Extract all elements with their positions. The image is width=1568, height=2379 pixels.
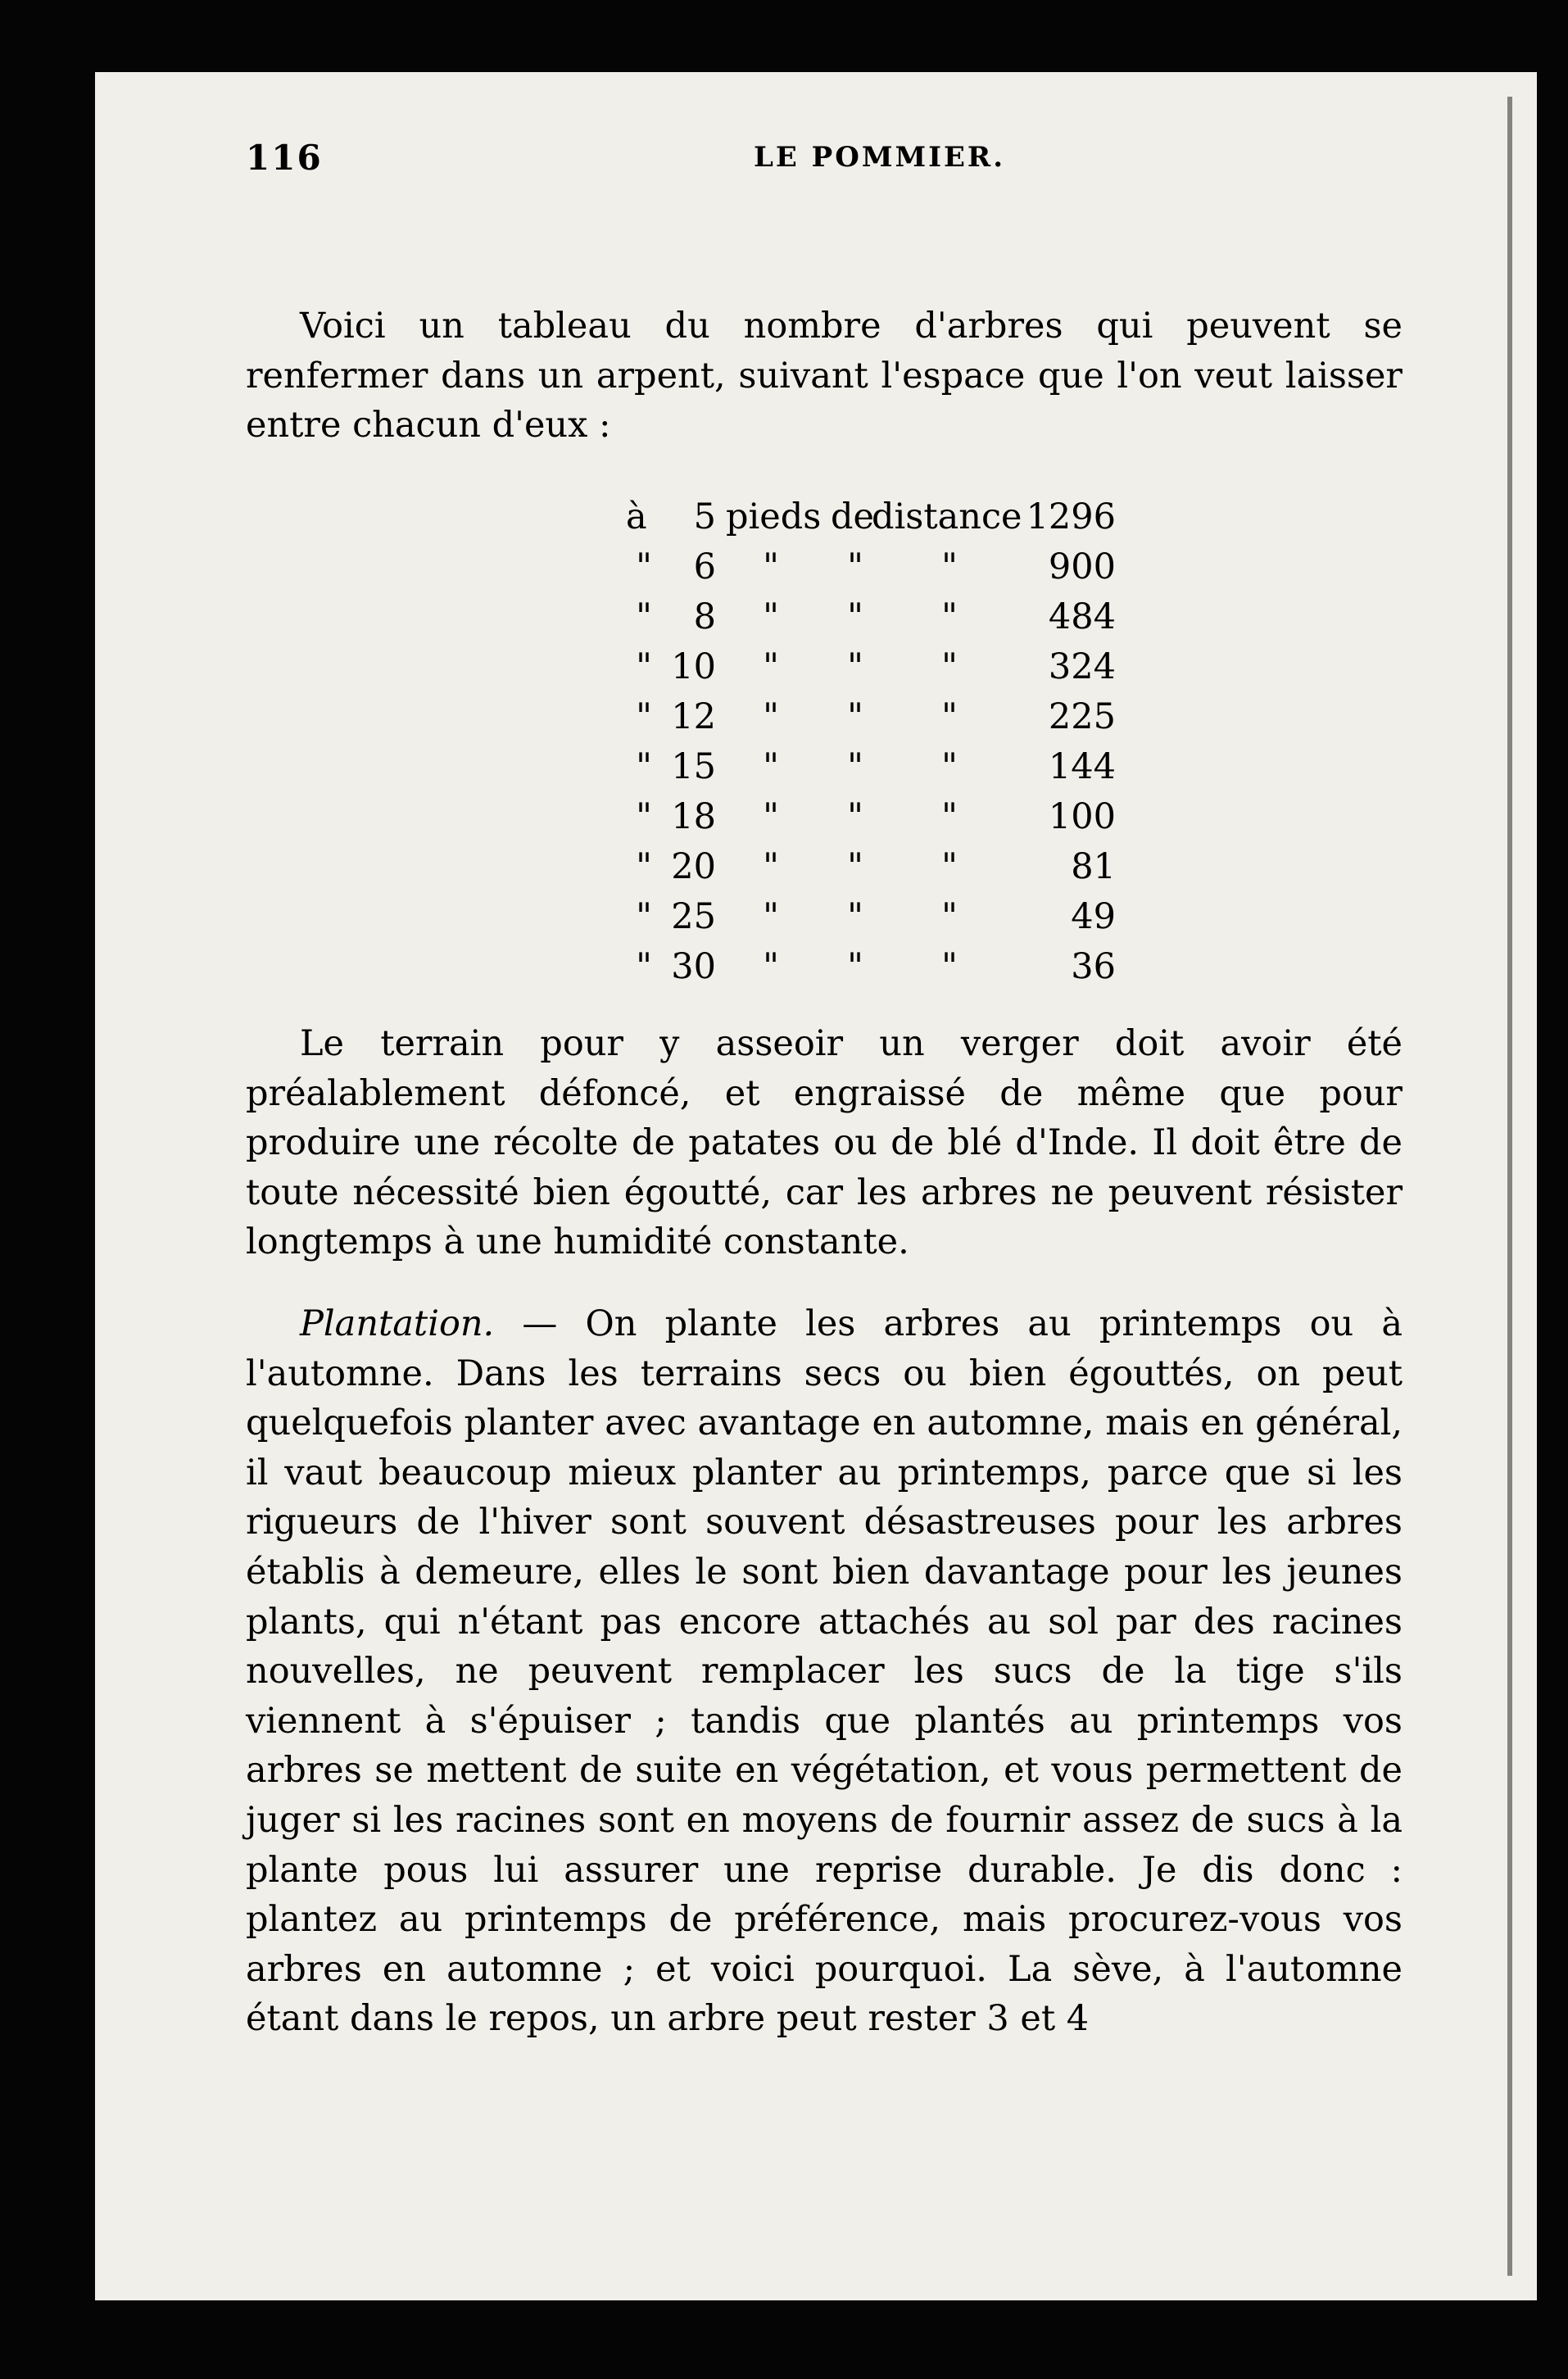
- row-mark: ": [636, 746, 652, 787]
- row-mark: ": [636, 696, 652, 737]
- table-row: [626, 796, 1134, 846]
- row-tree-count: 225: [1048, 696, 1116, 737]
- table-row: [626, 746, 1134, 796]
- row-unit: ": [763, 696, 779, 737]
- table-row: [626, 496, 1134, 546]
- row-distance: 20: [671, 846, 716, 887]
- row-distance: 15: [671, 746, 716, 787]
- row-de: ": [847, 696, 863, 737]
- row-distance: 12: [671, 696, 716, 737]
- row-distance: 10: [671, 646, 716, 687]
- row-distance: 30: [671, 946, 716, 987]
- row-unit: pieds: [726, 496, 822, 537]
- row-unit: ": [763, 646, 779, 687]
- row-distance: 8: [693, 596, 716, 637]
- row-mark: ": [636, 546, 652, 587]
- table-row: [626, 896, 1134, 946]
- page-number: 116: [246, 138, 323, 178]
- row-label: ": [941, 896, 958, 937]
- row-label: ": [941, 596, 958, 637]
- row-de: ": [847, 596, 863, 637]
- row-mark: ": [636, 596, 652, 637]
- row-tree-count: 484: [1048, 596, 1116, 637]
- plantation-text: — On plante les arbres au printemps ou à l'automne. Dans les terrains secs ou bien égouttés, on peut quelquefois planter avec avantage en automne, mais en général, il vaut beaucoup mieux planter au printemps, parce que si les rigueurs de l'hiver sont souvent désastreuses pour les arbres établis à demeure, elles le sont bien davantage pour les jeunes plants, qui n'étant pas encore attachés au sol par des racines nouvelles, ne peuvent remplacer les sucs de la tige s'ils viennent à s'épuiser ; tandis que plantés au printemps vos arbres se mettent de suite en végétation, et vous permettent de juger si les racines sont en moyens de fournir assez de sucs à la plante pous lui assurer une reprise durable. Je dis donc : plantez au printemps de préférence, mais procurez-vous vos arbres en automne ; et voici pourquoi. La sève, à l'automne étant dans le repos, un arbre peut rester 3 et 4: [246, 1303, 1403, 2040]
- plantation-paragraph: [246, 1299, 1403, 2044]
- row-tree-count: 900: [1048, 546, 1116, 587]
- row-de: ": [847, 546, 863, 587]
- row-distance: 5: [693, 496, 716, 537]
- row-tree-count: 144: [1048, 746, 1116, 787]
- row-mark: ": [636, 946, 652, 987]
- page-edge-shadow: [1507, 97, 1512, 2276]
- row-mark: ": [636, 646, 652, 687]
- tree-spacing-table: [626, 496, 1134, 996]
- row-label: ": [941, 546, 958, 587]
- row-de: ": [847, 846, 863, 887]
- row-mark: ": [636, 796, 652, 837]
- plantation-heading: Plantation.: [300, 1303, 495, 1344]
- row-unit: ": [763, 596, 779, 637]
- row-label: ": [941, 846, 958, 887]
- row-tree-count: 324: [1048, 646, 1116, 687]
- row-de: de: [831, 496, 874, 537]
- row-unit: ": [763, 546, 779, 587]
- table-row: [626, 696, 1134, 746]
- row-distance: 25: [671, 896, 716, 937]
- row-unit: ": [763, 946, 779, 987]
- table-row: [626, 846, 1134, 896]
- row-label: ": [941, 796, 958, 837]
- row-de: ": [847, 796, 863, 837]
- row-label: distance: [872, 496, 1022, 537]
- row-distance: 6: [693, 546, 716, 587]
- row-tree-count: 49: [1071, 896, 1116, 937]
- row-tree-count: 36: [1071, 946, 1116, 987]
- row-tree-count: 1296: [1026, 496, 1116, 537]
- row-de: ": [847, 946, 863, 987]
- row-tree-count: 100: [1048, 796, 1116, 837]
- row-label: ": [941, 746, 958, 787]
- terrain-paragraph: Le terrain pour y asseoir un verger doit avoir été préalablement défoncé, et engraissé de même que pour produire une récolte de patates ou de blé d'Inde. Il doit être de toute nécessité bien égoutté, car les arbres ne peuvent résister longtemps à une humidité constante.: [246, 1023, 1403, 1263]
- row-unit: ": [763, 846, 779, 887]
- row-unit: ": [763, 796, 779, 837]
- intro-paragraph: Voici un tableau du nombre d'arbres qui peuvent se renfermer dans un arpent, suivant l'espace que l'on veut laisser entre chacun d'eux :: [246, 306, 1403, 446]
- row-de: ": [847, 896, 863, 937]
- row-unit: ": [763, 896, 779, 937]
- table-row: [626, 546, 1134, 596]
- row-mark: à: [626, 496, 647, 537]
- row-mark: ": [636, 896, 652, 937]
- row-distance: 18: [671, 796, 716, 837]
- row-label: ": [941, 646, 958, 687]
- running-title: LE POMMIER.: [754, 141, 1006, 174]
- table-row: [626, 596, 1134, 646]
- row-unit: ": [763, 746, 779, 787]
- row-de: ": [847, 646, 863, 687]
- row-label: ": [941, 696, 958, 737]
- row-de: ": [847, 746, 863, 787]
- row-mark: ": [636, 846, 652, 887]
- row-tree-count: 81: [1071, 846, 1116, 887]
- row-label: ": [941, 946, 958, 987]
- table-row: [626, 946, 1134, 996]
- table-row: [626, 646, 1134, 696]
- page-header: [246, 138, 1393, 187]
